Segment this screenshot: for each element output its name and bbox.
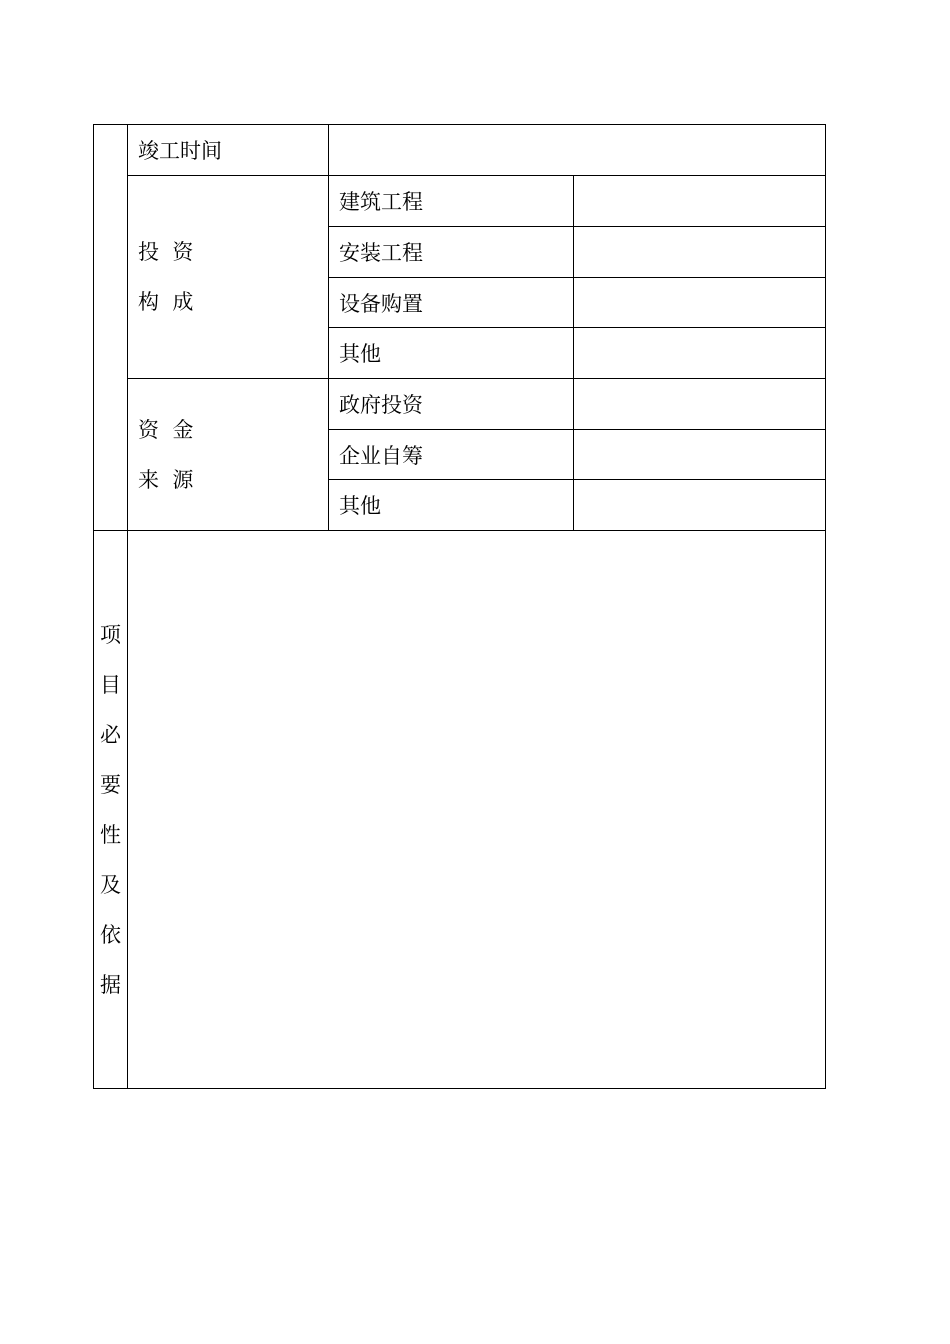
project-form-table [93, 124, 826, 1089]
funding-source-label [128, 379, 329, 531]
necessity-char: 要 [100, 772, 121, 797]
investment-other-value[interactable] [574, 328, 826, 379]
funding-other-label: 其他 [329, 480, 574, 531]
necessity-char: 及 [100, 872, 121, 897]
enterprise-self-raised-value[interactable] [574, 430, 826, 480]
building-engineering-value[interactable] [574, 176, 826, 227]
enterprise-self-raised-label: 企业自筹 [329, 430, 574, 480]
project-necessity-label [94, 531, 128, 1089]
necessity-char: 项 [100, 622, 121, 647]
necessity-char: 目 [100, 672, 121, 697]
equipment-purchase-value[interactable] [574, 278, 826, 328]
building-engineering-label: 建筑工程 [329, 176, 574, 227]
necessity-char: 依 [100, 922, 121, 947]
funding-other-value[interactable] [574, 480, 826, 531]
necessity-char: 据 [100, 972, 121, 997]
investment-other-label: 其他 [329, 328, 574, 379]
investment-label-line-1: 投 资 [138, 240, 194, 264]
installation-engineering-label: 安装工程 [329, 227, 574, 278]
left-margin-cell [94, 125, 128, 531]
investment-composition-label [128, 176, 329, 379]
equipment-purchase-label: 设备购置 [329, 278, 574, 328]
government-investment-value[interactable] [574, 379, 826, 430]
funding-label-line-1: 资 金 [138, 417, 194, 442]
necessity-char: 必 [100, 722, 121, 747]
project-necessity-value[interactable] [128, 531, 826, 1089]
completion-time-value[interactable] [329, 125, 826, 176]
installation-engineering-value[interactable] [574, 227, 826, 278]
completion-time-label: 竣工时间 [128, 125, 329, 176]
necessity-char: 性 [100, 822, 121, 847]
government-investment-label: 政府投资 [329, 379, 574, 430]
funding-label-line-2: 来 源 [138, 467, 194, 492]
investment-label-line-2: 构 成 [138, 290, 194, 314]
